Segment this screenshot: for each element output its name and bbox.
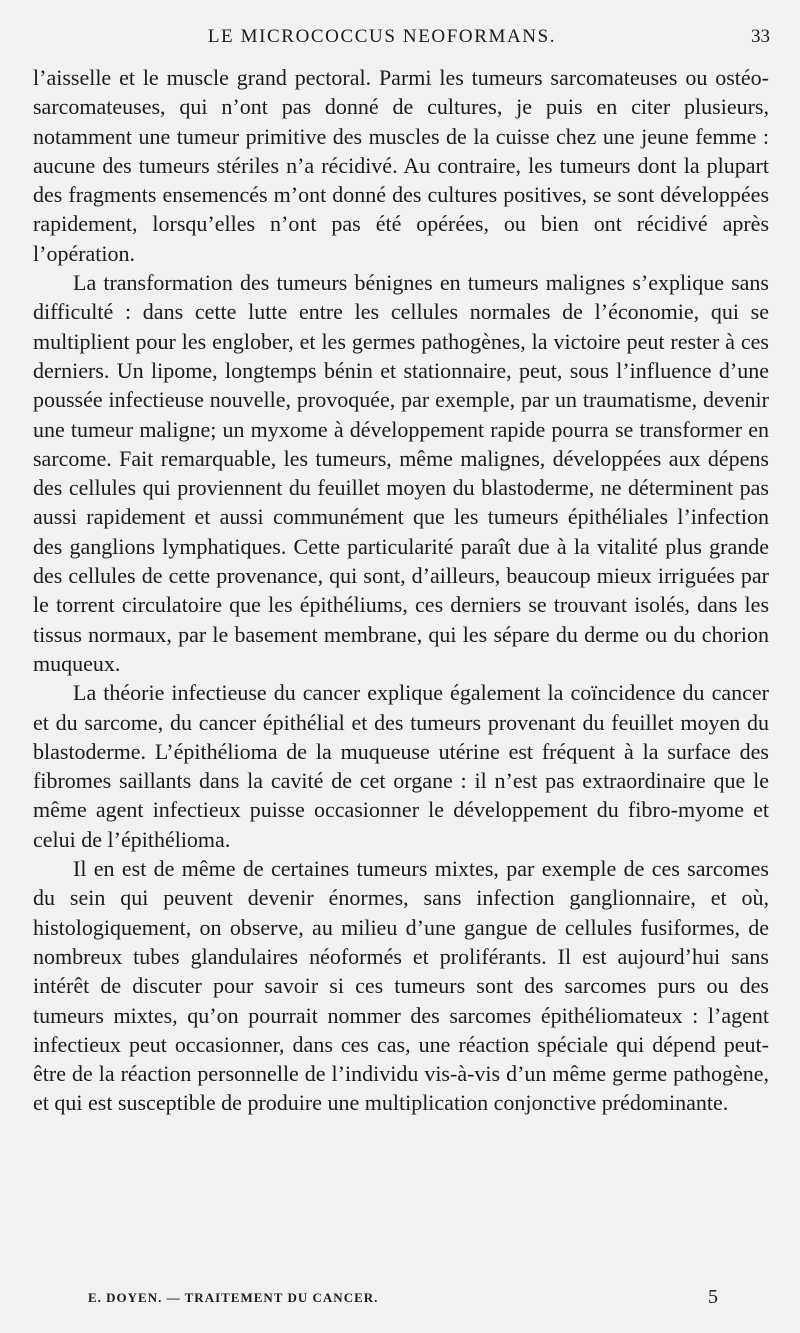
footer: [88, 1286, 718, 1310]
printer-signature: E. DOYEN. — TRAITEMENT DU CANCER.: [88, 1290, 379, 1305]
page-number: 33: [751, 26, 770, 47]
running-title: LE MICROCOCCUS NEOFORMANS.: [207, 26, 557, 47]
paragraph-continued: l’aisselle et le muscle grand pectoral. Parmi les tumeurs sarcomateuses ou ostéo-sarcomateuses, qui n’ont pas donné de cultures, je puis en citer plusieurs, notamment une tumeur primitive des muscles de la cuisse chez une jeune femme : aucune des tumeurs stériles n’a récidivé. Au contraire, les tumeurs dont la plupart des fragments ensemencés m’ont donné des cultures positives, se sont développées rapidement, lorsqu’elles n’ont pas été opérées, ou bien ont récidivé après l’opération.: [33, 65, 769, 266]
paragraph-infectious-theory: La théorie infectieuse du cancer explique également la coïncidence du cancer et du sarcome, du cancer épithélial et des tumeurs provenant du feuillet moyen du blastoderme. L’épithélioma de la muqueuse utérine est fréquent à la surface des fibromes saillants dans la cavité de cet organe : il n’est pas extraordinaire que le même agent infectieux puisse occasionner le développement du fibro-myome et celui de l’épithélioma.: [33, 680, 769, 852]
sheet-number: 5: [708, 1286, 718, 1308]
paragraph-mixed-tumors: Il en est de même de certaines tumeurs mixtes, par exemple de ces sarcomes du sein qui peuvent devenir énormes, sans infection ganglionnaire, et où, histologiquement, on observe, au milieu d’une gangue de cellules fusiformes, de nombreux tubes glandulaires néoformés et proliférants. Il est aujourd’hui sans intérêt de discuter pour savoir si ces tumeurs sont des sarcomes purs ou des tumeurs mixtes, qu’on pourrait nommer des sarcomes épithéliomateux : l’agent infectieux peut occasionner, dans ces cas, une réaction spéciale qui dépend peut-être de la réaction personnelle de l’individu vis-à-vis d’un même germe pathogène, et qui est susceptible de produire une multiplication conjonctive prédominante.: [33, 856, 769, 1116]
paragraph-transformation: La transformation des tumeurs bénignes en tumeurs malignes s’explique sans difficulté : dans cette lutte entre les cellules normales de l’économie, qui se multiplient pour les englober, et les germes pathogènes, la victoire peut rester à ces derniers. Un lipome, longtemps bénin et stationnaire, peut, sous l’influence d’une poussée infectieuse nouvelle, provoquée, par exemple, par un traumatisme, devenir une tumeur maligne; un myxome à développement rapide pourra se transformer en sarcome. Fait remarquable, les tumeurs, même malignes, développées aux dépens des cellules qui proviennent du feuillet moyen du blastoderme, ne déterminent pas aussi rapidement et aussi communément que les tumeurs épithéliales l’infection des ganglions lymphatiques. Cette particularité paraît due à la vitalité plus grande des cellules de cette provenance, qui sont, d’ailleurs, beaucoup mieux irriguées par le torrent circulatoire que les épithéliums, ces derniers se trouvant isolés, dans les tissus normaux, par le basement membrane, qui les sépare du derme ou du chorion muqueux.: [33, 270, 769, 676]
body-text: [33, 63, 769, 1118]
running-head: [34, 26, 770, 50]
